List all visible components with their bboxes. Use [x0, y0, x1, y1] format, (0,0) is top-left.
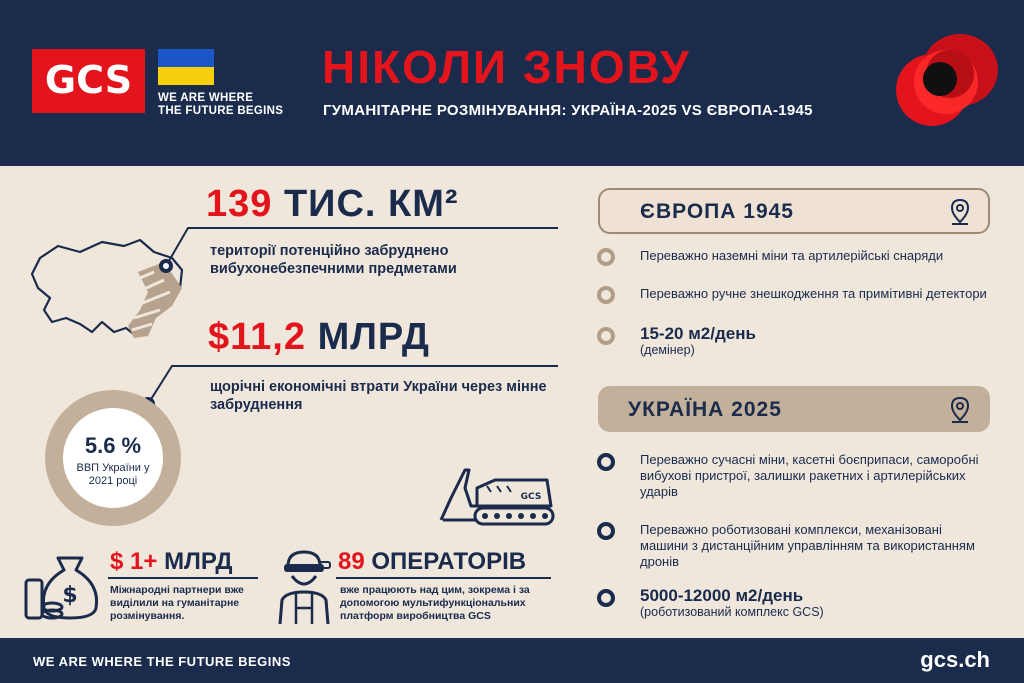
europe-bullet-1 [597, 248, 615, 266]
europe-rate-block [640, 326, 992, 358]
location-pin-icon [948, 396, 972, 424]
stat-partners-unit: МЛРД [164, 548, 233, 575]
footer-slogan: WE ARE WHERE THE FUTURE BEGINS [33, 654, 291, 669]
europe-rate: 15-20 м2/день [640, 324, 756, 343]
stat-area-unit: ТИС. КМ² [283, 183, 459, 225]
ukraine-bullet-2 [597, 522, 615, 540]
europe-rate-note: (демінер) [640, 343, 695, 357]
stat-operators-number: 89 [338, 548, 365, 575]
ukraine-rate: 5000-12000 м2/день [640, 586, 804, 605]
header-slogan [158, 92, 288, 118]
stat-area [206, 183, 459, 226]
europe-item-1: Переважно наземні міни та артилерійські снаряди [640, 248, 944, 263]
location-pin-icon [948, 198, 972, 226]
ukraine-bullet-3 [597, 589, 615, 607]
svg-text:$: $ [62, 583, 78, 608]
ukraine-rate-note: (роботизований комплекс GCS) [640, 605, 824, 619]
europe-title: ЄВРОПА 1945 [640, 200, 794, 223]
stat-area-number: 139 [206, 183, 273, 225]
stat-loss-desc: щорічні економічні втрати України через мінне забруднення [210, 379, 547, 413]
europe-1945-header [598, 188, 990, 234]
gdp-label: ВВП України у 2021 році [76, 462, 150, 487]
footer-site-link[interactable]: gcs.ch [920, 647, 990, 672]
header-slogan-line1: WE ARE WHERE [158, 92, 254, 104]
header-slogan-line2: THE FUTURE BEGINS [158, 105, 284, 117]
stat-loss-number: $11,2 [208, 316, 306, 358]
ukraine-item-1: Переважно сучасні міни, касетні боєприпаси, саморобні вибухові пристрої, залишки ракетних і артилерійських ударів [640, 452, 979, 499]
operators-underline [336, 577, 551, 580]
stat-loss [208, 316, 430, 359]
ukraine-item-2: Переважно роботизовані комплекси, механізовані машини з дистанційним управлінням та використанням дронів [640, 522, 975, 569]
europe-bullet-3 [597, 327, 615, 345]
page-title: НІКОЛИ ЗНОВУ [322, 41, 691, 93]
gcs-logo-text: GCS [44, 58, 133, 102]
money-bag-icon [22, 550, 104, 622]
ukraine-flag-icon [158, 49, 214, 85]
ukraine-bullet-1 [597, 453, 615, 471]
poppy-icon [888, 24, 1006, 134]
stat-partners-desc: Міжнародні партнери вже виділили на гуманітарне розмінування. [110, 584, 244, 622]
stat-area-desc: території потенційно забруднено вибухонебезпечними предметами [210, 243, 457, 277]
europe-item-2: Переважно ручне знешкодження та примітивні детектори [640, 286, 987, 301]
europe-bullet-2 [597, 286, 615, 304]
stat-operators-unit: ОПЕРАТОРІВ [371, 548, 527, 575]
demining-machine-icon [435, 462, 555, 528]
ukraine-2025-header [598, 386, 990, 432]
stat-loss-unit: МЛРД [317, 316, 430, 358]
footer-bar [0, 638, 1024, 683]
gdp-value: 5.6 % [84, 433, 142, 458]
ukraine-rate-block [640, 588, 992, 620]
gcs-logo-icon [32, 49, 145, 113]
operator-icon [274, 548, 334, 626]
page-subtitle: ГУМАНІТАРНЕ РОЗМІНУВАННЯ: УКРАЇНА-2025 VS ЄВРОПА-1945 [323, 102, 813, 119]
gcs-logo[interactable] [32, 49, 145, 113]
partners-underline [108, 577, 258, 580]
header-banner [0, 0, 1024, 166]
stat-operators [338, 548, 526, 576]
stat-operators-desc: вже працюють над цим, зокрема і за допомогою мультифункціональних платформ виробництва GCS [340, 584, 530, 622]
stat-partners [110, 548, 233, 576]
ukraine-title: УКРАЇНА 2025 [628, 398, 782, 421]
machine-label: GCS [520, 492, 542, 502]
stat-partners-number: $ 1+ [110, 548, 158, 575]
